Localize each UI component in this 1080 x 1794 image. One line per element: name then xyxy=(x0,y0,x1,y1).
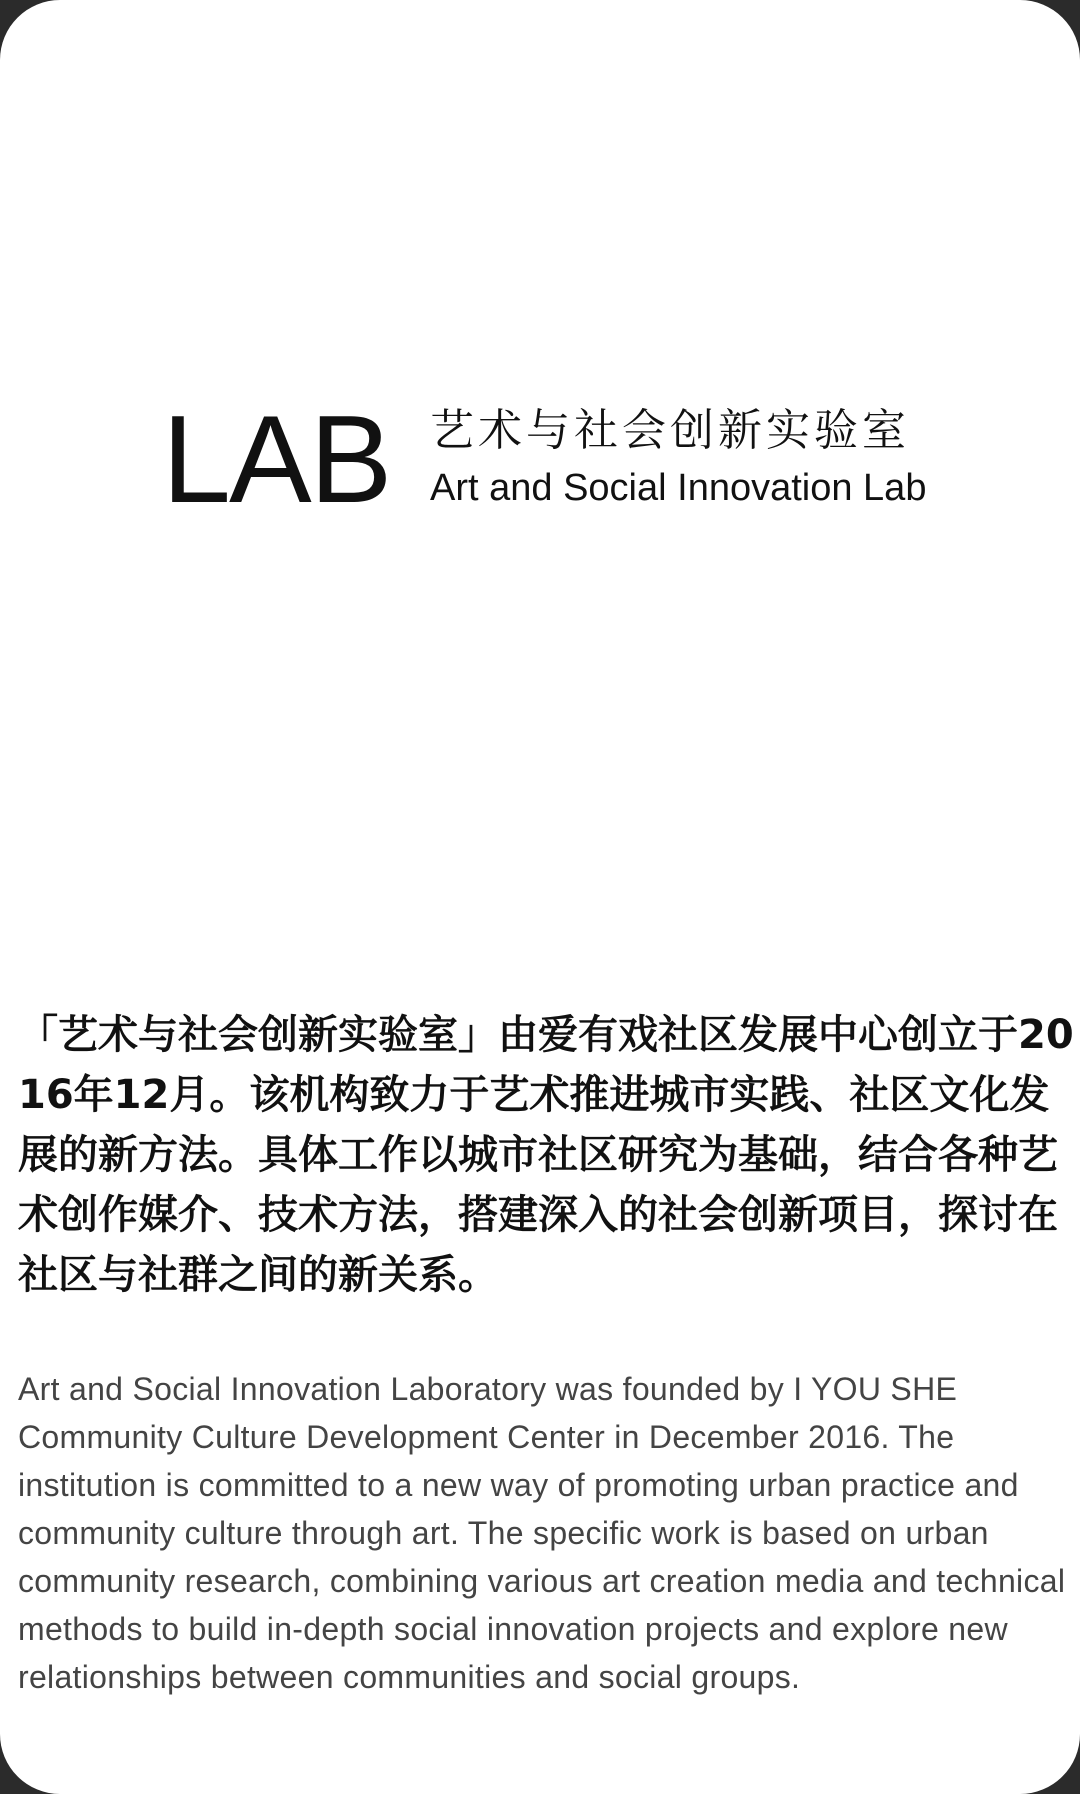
logo-titles xyxy=(430,406,927,509)
intro-paragraph-english: Art and Social Innovation Laboratory was founded by I YOU SHE Community Culture Development Center in December 2016. The institution is committed to a new way of promoting urban practice and community culture through art. The specific work is based on urban community research, combining various art creation media and technical methods to build in-depth social innovation projects and explore new relationships between communities and social groups. xyxy=(18,1371,1066,1695)
lab-title-english: Art and Social Innovation Lab xyxy=(430,467,927,509)
intro-paragraph-chinese: 「艺术与社会创新实验室」由爱有戏社区发展中心创立于2016年12月。该机构致力于艺术推进城市实践、社区文化发展的新方法。具体工作以城市社区研究为基础，结合各种艺术创作媒介、技术方法，搭建深入的社会创新项目，探讨在社区与社群之间的新关系。 xyxy=(18,1012,1074,1298)
lab-title-chinese: 艺术与社会创新实验室 xyxy=(430,406,910,455)
logo-mark: LAB xyxy=(162,391,391,529)
lab-logo xyxy=(162,391,391,529)
